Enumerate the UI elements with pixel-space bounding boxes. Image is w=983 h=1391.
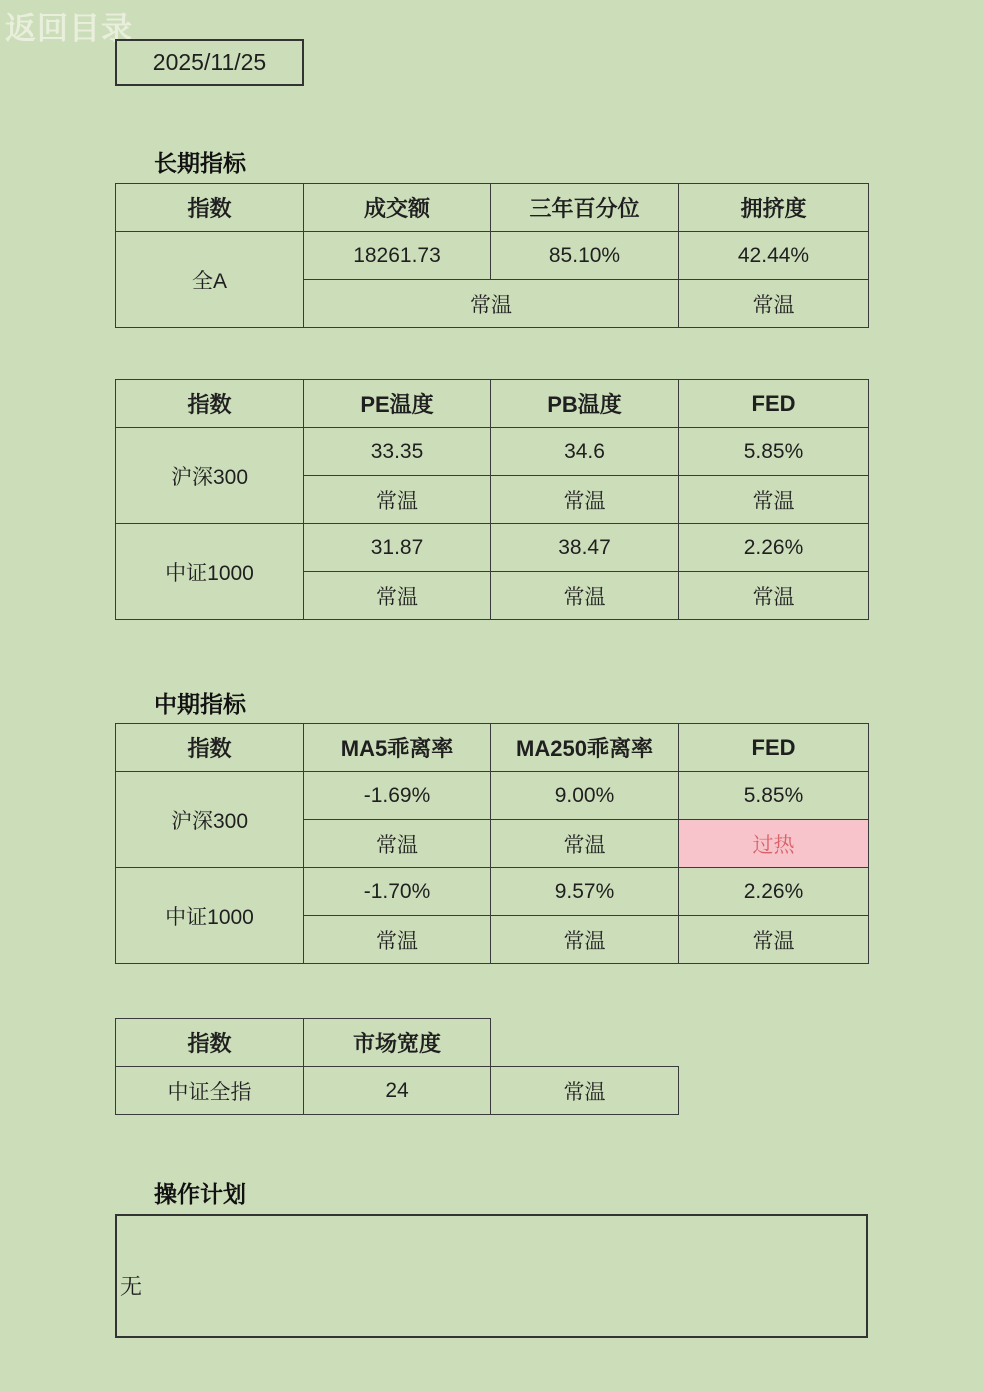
cell-3y-percentile: 85.10% [491,232,679,280]
long-term-section-title: 长期指标 [154,150,246,176]
cell-pe-status: 常温 [304,476,491,524]
cell-pb-status: 常温 [491,572,679,620]
header-index: 指数 [116,724,304,772]
header-fed: FED [679,380,869,428]
cell-index-label: 沪深300 [116,428,304,524]
header-pe-temp: PE温度 [304,380,491,428]
cell-status-crowding: 常温 [679,280,869,328]
empty-cell [679,1019,869,1067]
cell-ma250-bias: 9.57% [491,868,679,916]
cell-index-label: 中证全指 [116,1067,304,1115]
cell-ma5-status: 常温 [304,820,491,868]
table-header-row [116,1019,869,1067]
cell-index-label: 中证1000 [116,868,304,964]
cell-fed-status: 常温 [679,572,869,620]
market-overview-table [115,183,869,328]
plan-section-title: 操作计划 [154,1181,246,1207]
cell-fed-status-overheated: 过热 [679,820,869,868]
header-pb-temp: PB温度 [491,380,679,428]
header-fed: FED [679,724,869,772]
cell-index-label: 沪深300 [116,772,304,868]
cell-pb-temp: 34.6 [491,428,679,476]
cell-fed: 2.26% [679,868,869,916]
cell-ma5-status: 常温 [304,916,491,964]
mid-term-section-title: 中期指标 [154,691,246,717]
back-to-toc-link[interactable]: 返回目录 [5,11,133,46]
cell-ma250-status: 常温 [491,820,679,868]
cell-status-main: 常温 [304,280,679,328]
report-date: 2025/11/25 [152,49,267,75]
midterm-table [115,723,869,964]
cell-pe-status: 常温 [304,572,491,620]
table-row [116,772,869,820]
cell-breadth-value: 24 [304,1067,491,1115]
date-box [115,39,304,86]
cell-ma250-bias: 9.00% [491,772,679,820]
cell-fed: 5.85% [679,428,869,476]
valuation-table [115,379,869,620]
cell-fed: 5.85% [679,772,869,820]
header-index: 指数 [116,184,304,232]
cell-ma5-bias: -1.70% [304,868,491,916]
cell-pb-temp: 38.47 [491,524,679,572]
header-breadth: 市场宽度 [304,1019,491,1067]
header-index: 指数 [116,380,304,428]
table-header-row [116,724,869,772]
cell-pe-temp: 31.87 [304,524,491,572]
header-ma250-bias: MA250乖离率 [491,724,679,772]
breadth-table [115,1018,869,1115]
table-row [116,1067,869,1115]
table-row [116,428,869,476]
cell-turnover: 18261.73 [304,232,491,280]
header-ma5-bias: MA5乖离率 [304,724,491,772]
cell-index-label: 全A [116,232,304,328]
cell-index-label: 中证1000 [116,524,304,620]
header-turnover: 成交额 [304,184,491,232]
action-plan-box [115,1214,868,1338]
cell-ma5-bias: -1.69% [304,772,491,820]
table-header-row [116,184,869,232]
cell-crowding: 42.44% [679,232,869,280]
cell-breadth-status: 常温 [491,1067,679,1115]
plan-content: 无 [120,1274,143,1299]
table-row [116,868,869,916]
empty-cell [679,1067,869,1115]
empty-cell [491,1019,679,1067]
cell-pe-temp: 33.35 [304,428,491,476]
table-row [116,524,869,572]
header-index: 指数 [116,1019,304,1067]
table-row [116,232,869,280]
cell-ma250-status: 常温 [491,916,679,964]
cell-fed-status: 常温 [679,476,869,524]
cell-pb-status: 常温 [491,476,679,524]
table-header-row [116,380,869,428]
cell-fed-status: 常温 [679,916,869,964]
header-3y-percentile: 三年百分位 [491,184,679,232]
cell-fed: 2.26% [679,524,869,572]
header-crowding: 拥挤度 [679,184,869,232]
